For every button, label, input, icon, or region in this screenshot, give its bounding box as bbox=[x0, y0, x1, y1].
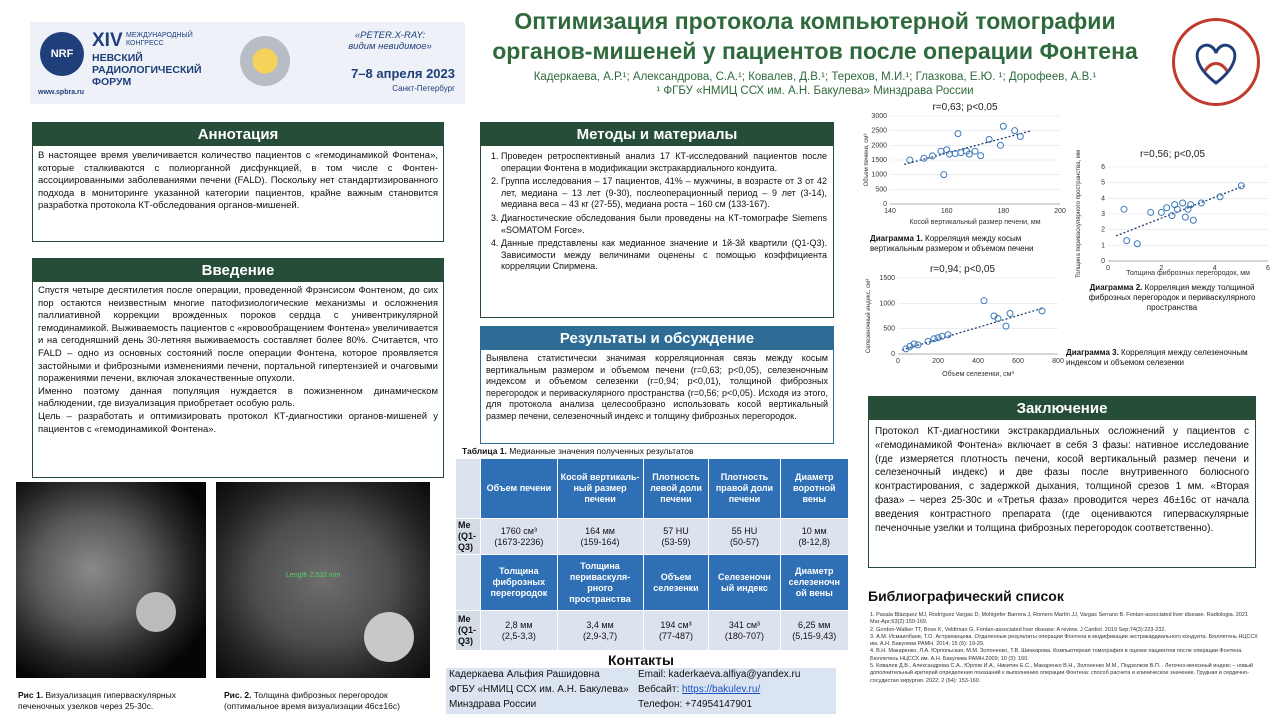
ref-item: 5. Ковалев Д.В., Александрова С.А., Юрлов И.А., Никитин Е.С., Макаренко В.Н., Золоненко М.М., Подзолков В.П. . Легочно-венозный индекс – новый дополнительный критерий определения показаний к выполнению операции Фонтена: способ расчета и клиническое значение. Грудная и сердечно-сосудистая хирургия. 2022; 2 (64): 153-160. bbox=[870, 663, 1254, 684]
results-table bbox=[455, 458, 849, 651]
table-cell: 6,25 мм (5,15-9,43) bbox=[780, 611, 849, 651]
data-point bbox=[921, 155, 927, 161]
data-point bbox=[1121, 206, 1127, 212]
table-header-cell: Толщина фиброзных перегородок bbox=[481, 555, 557, 611]
table-header-cell: Толщина периваскуля-рного пространства bbox=[557, 555, 643, 611]
data-point bbox=[938, 148, 944, 154]
y-tick-label: 2500 bbox=[871, 127, 887, 135]
conclusion-header: Заключение bbox=[869, 397, 1255, 420]
table-header-row bbox=[456, 555, 849, 611]
x-tick-label: 4 bbox=[1212, 265, 1217, 272]
y-tick-label: 1 bbox=[1101, 242, 1105, 250]
chart-title: r=0,63; p<0,05 bbox=[932, 102, 998, 113]
y-tick-label: 0 bbox=[1101, 258, 1105, 265]
intro-p3: Цель – разработать и оптимизировать протокол КТ-диагностики органов-мишеней у пациентов с «гемодинамикой Фонтена». bbox=[38, 410, 438, 435]
refs-header: Библиографический список bbox=[868, 588, 1064, 604]
ref-item: 4. В.Н. Макаренко, Л.А. Юрпольская, М.М. Золоненко, Т.В. Шинкарова. Компьютерная томография в оценке пациентов после операции Фонтена. Бюллетень НЦССХ им. А.Н. Бакулева РАМН.2009; 10 (3): 160. bbox=[870, 648, 1243, 662]
methods-item: 1. Проведен ретроспективный анализ 17 КТ-исследований пациентов после операции Фонтена в модификации экстракардиального кондуита. bbox=[501, 151, 827, 174]
data-point bbox=[944, 147, 950, 153]
y-tick-label: 500 bbox=[875, 186, 887, 194]
heart-logo-icon bbox=[1175, 21, 1257, 103]
data-point bbox=[1158, 209, 1164, 215]
table-row bbox=[456, 519, 849, 555]
x-tick-label: 0 bbox=[1106, 265, 1110, 272]
y-tick-label: 4 bbox=[1101, 195, 1105, 203]
methods-list bbox=[481, 146, 833, 273]
chart-title: r=0,94; p<0,05 bbox=[929, 264, 996, 275]
y-tick-label: 0 bbox=[891, 351, 895, 358]
intro-section bbox=[32, 258, 444, 478]
forum-motto: «PETER.X-RAY: видим невидимое» bbox=[348, 30, 432, 52]
table-cell: 3,4 мм (2,9-3,7) bbox=[557, 611, 643, 651]
data-point bbox=[1164, 205, 1170, 211]
x-tick-label: 2 bbox=[1159, 265, 1164, 272]
website-link[interactable]: https://bakulev.ru/ bbox=[682, 684, 761, 695]
contact-org: ФГБУ «НМИЦ ССХ им. А.Н. Бакулева» bbox=[449, 684, 629, 695]
table-header-cell: Диаметр селезеночн ой вены bbox=[780, 555, 849, 611]
contact-org2: Минздрава России bbox=[449, 699, 537, 710]
ct-spine-shape bbox=[136, 592, 176, 632]
x-axis-label: Косой вертикальный размер печени, мм bbox=[909, 219, 1041, 226]
fig1-caption: Рис 1. Визуализация гиперваскулярных печеночных узелков через 25-30с. bbox=[18, 690, 176, 711]
x-tick-label: 600 bbox=[1012, 358, 1024, 365]
data-point bbox=[958, 150, 964, 156]
contact-website: Вебсайт: https://bakulev.ru/ bbox=[638, 684, 761, 695]
table-header-cell: Плотность правой доли печени bbox=[709, 459, 780, 519]
contact-email[interactable]: Email: kaderkaeva.alfiya@yandex.ru bbox=[638, 669, 801, 680]
congress-label: МЕЖДУНАРОДНЫЙ КОНГРЕСС bbox=[126, 32, 193, 47]
authors: Кадеркаева, А.Р.¹; Александрова, С.А.¹; Ковалев, Д.В.¹; Терехов, М.И.¹; Глазкова, Е.Ю. ¹; Дорофеев, А.В.¹ bbox=[533, 71, 1097, 83]
y-axis-label: Объем печени, см³ bbox=[864, 133, 870, 187]
trend-line bbox=[904, 131, 1031, 165]
table-header-cell: Объем селезенки bbox=[643, 555, 709, 611]
intro-p2: Именно поэтому данная популяция нуждается в пожизненном динамическом наблюдении, где визуализация приобретает особую роль. bbox=[38, 385, 438, 410]
x-tick-label: 200 bbox=[932, 358, 944, 365]
fig2-caption: Рис. 2. Толщина фиброзных перегородок (оптимальное время визуализации 46с±16с) bbox=[224, 690, 400, 711]
table-header-cell: Селезеночн ый индекс bbox=[709, 555, 780, 611]
affiliation: ¹ ФГБУ «НМИЦ ССХ им. А.Н. Бакулева» Минздрава России bbox=[656, 85, 974, 97]
chart-1-svg bbox=[860, 100, 1070, 230]
forum-name: НЕВСКИЙ РАДИОЛОГИЧЕСКИЙ ФОРУМ bbox=[92, 52, 202, 88]
intro-text bbox=[33, 282, 443, 439]
y-tick-label: 0 bbox=[883, 201, 887, 208]
data-point bbox=[955, 131, 961, 137]
annotation-text: В настоящее время увеличивается количество пациентов с «гемодинамикой Фонтена», которые сталкиваются с полиорганной дисфункцией, в том числе с Фонтен-ассоциированными заболеваниями печени (FALD). Поскольку нет стандартизированного подхода в мониторинге указанной категории пациентов, крайне важным становится разработка протокола КТ-обследования органов-мишеней. bbox=[38, 150, 438, 212]
data-point bbox=[981, 298, 987, 304]
forum-dates: 7–8 апреля 2023 bbox=[351, 66, 455, 81]
y-axis-label: Селезеночный индекс, см³ bbox=[866, 278, 872, 354]
intro-p1: Спустя четыре десятилетия после операции, проведенной Фрэнсисом Фонтеном, до сих пор остаются неизвестным многие патофизиологические механизмы и осложнения паллиативной коррекции врожденных пороков сердца с унивентрикулярной гемодинамикой. Выживаемость пациентов с «кровообращением Фонтена» увеличивается и на сегодняшний день 30-летняя выживаемость составляет более 80%. Считается, что FALD – одно из основных состояний после операции Фонтена, которое проявляется застойными и фиброзными изменениями печени, портальной гипертензией и очаговыми поражениями печени, включая злокачественные опухоли. bbox=[38, 285, 438, 385]
results-header: Результаты и обсуждение bbox=[481, 327, 833, 350]
poster-title: Оптимизация протокола компьютерной томографии органов-мишеней у пациентов после операции Фонтена bbox=[492, 8, 1138, 64]
intro-header: Введение bbox=[33, 259, 443, 282]
methods-item: 2. Группа исследования – 17 пациентов, 41% – мужчины, в возрасте от 3 от 42 лет, медиана – 13 лет (9-30), послеоперационный период – 9 лет (3-14), медиана веса – 43 кг (27-55), медиана роста – 160 см (133-167). bbox=[501, 176, 827, 211]
y-tick-label: 6 bbox=[1101, 164, 1105, 171]
conclusion-section bbox=[868, 396, 1256, 568]
x-tick-label: 6 bbox=[1266, 265, 1270, 272]
chart-2-caption: Диаграмма 2. Корреляция между толщиной фиброзных перегородок и периваскулярного пространства bbox=[1088, 283, 1256, 312]
table-row-label: Me (Q1-Q3) bbox=[456, 611, 481, 651]
table-caption: Таблица 1. Медианные значения полученных результатов bbox=[462, 446, 694, 456]
x-axis-label: Объем селезенки, см³ bbox=[942, 371, 1014, 378]
table-cell: 164 мм (159-164) bbox=[557, 519, 643, 555]
table-cell: 194 см³ (77-487) bbox=[643, 611, 709, 651]
chart-title: r=0,56; p<0,05 bbox=[1139, 149, 1206, 160]
y-tick-label: 1500 bbox=[879, 275, 895, 282]
ref-item: 3. А.М. Исмаилбаев, Т.О. Астраханцева. Отдаленные результаты операции Фонтена в модификации экстракардиального кондуита. Бюллетень НЦССХ им. А.Н. Бакулева РАМН. 2014; 15 (6): 19-29. bbox=[870, 633, 1258, 648]
chart-3-svg bbox=[860, 262, 1065, 387]
x-tick-label: 200 bbox=[1054, 208, 1066, 215]
methods-item: 4. Данные представлены как медианное значение и 1й-3й квартили (Q1-Q3). Зависимости между величинами оценены с помощью коэффициента корреляции Спирмена. bbox=[501, 238, 827, 273]
chart-1 bbox=[860, 100, 1070, 260]
y-tick-label: 5 bbox=[1101, 179, 1105, 187]
annotation-header: Аннотация bbox=[33, 123, 443, 146]
data-point bbox=[1007, 310, 1013, 316]
y-tick-label: 2 bbox=[1101, 226, 1105, 234]
forum-site: www.spbra.ru bbox=[38, 89, 85, 96]
forum-city: Санкт-Петербург bbox=[392, 84, 455, 93]
table-header-cell: Косой вертикаль-ный размер печени bbox=[557, 459, 643, 519]
x-tick-label: 0 bbox=[896, 358, 900, 365]
ct-vertebra-shape bbox=[364, 612, 414, 662]
x-axis-label: Толщина фиброзных перегородок, мм bbox=[1126, 270, 1250, 277]
data-point bbox=[930, 153, 936, 159]
ct-image-1 bbox=[16, 482, 206, 678]
data-point bbox=[1180, 200, 1186, 206]
trend-line bbox=[902, 308, 1042, 350]
y-tick-label: 3000 bbox=[871, 113, 887, 120]
data-point bbox=[1148, 209, 1154, 215]
table-header-cell: Плотность левой доли печени bbox=[643, 459, 709, 519]
data-point bbox=[1000, 123, 1006, 129]
results-text: Выявлена статистически значимая корреляционная связь между косым вертикальным размером и объемом печени (r=0,63; p<0,05), селезеночным индексом и объемом селезенки (r=0,94; p<0,01), толщиной фиброзных перегородок и периваскулярного пространства (r=0,56; p<0,05). Исходя из этого, для протокола анализа целесообразно использовать косой вертикальный размер печени, селезеночный индекс и толщину фиброзных перегородок. bbox=[486, 353, 828, 421]
table-cell: 341 см³ (180-707) bbox=[709, 611, 780, 651]
data-point bbox=[1017, 134, 1023, 140]
data-point bbox=[945, 332, 951, 338]
nrf-logo: NRF bbox=[40, 32, 84, 76]
chart-2-svg bbox=[1070, 145, 1275, 280]
data-point bbox=[1134, 241, 1140, 247]
x-tick-label: 800 bbox=[1052, 358, 1064, 365]
y-tick-label: 3 bbox=[1101, 211, 1105, 218]
data-point bbox=[978, 153, 984, 159]
data-point bbox=[972, 148, 978, 154]
y-tick-label: 1000 bbox=[871, 171, 887, 179]
ref-item: 2. Gordon-Walker TT, Bove K, Veldtman G. Fontan-associated liver disease: A review. J Cardiol. 2019 Sep;74(3):223-232. bbox=[870, 626, 1166, 633]
contact-name: Кадеркаева Альфия Рашидовна bbox=[449, 669, 600, 680]
y-tick-label: 1500 bbox=[871, 157, 887, 164]
chart-3 bbox=[860, 262, 1065, 392]
y-tick-label: 2000 bbox=[871, 142, 887, 150]
table-header-row bbox=[456, 459, 849, 519]
ref-item: 1. Pasala Blázquez MJ, Rodríguez Vargas D, Mohigefer Barrera J, Romero Martín JJ, Vargas Serrano B. Fontan-associated liver disease. Radiologia. 2021 Mar-Apr;63(2):159-169. bbox=[870, 612, 1248, 626]
data-point bbox=[1182, 214, 1188, 220]
data-point bbox=[1174, 206, 1180, 212]
society-logo-icon bbox=[1172, 18, 1260, 106]
table-row-label: Me (Q1-Q3) bbox=[456, 519, 481, 555]
ct-measurement-label: Length 2.532 mm bbox=[286, 572, 341, 579]
chart-3-caption: Диаграмма 3. Корреляция между селезеночным индексом и объемом селезенки bbox=[1066, 348, 1248, 367]
refs-list bbox=[870, 612, 1260, 685]
table-cell: 57 HU (53-59) bbox=[643, 519, 709, 555]
congress-number: XIV bbox=[92, 30, 123, 51]
y-axis-label: Толщина периваскулярного пространства, мм bbox=[1076, 149, 1082, 279]
methods-header: Методы и материалы bbox=[481, 123, 833, 146]
data-point bbox=[1217, 194, 1223, 200]
results-section bbox=[480, 326, 834, 444]
contacts-section bbox=[446, 668, 836, 714]
table-cell: 1760 см³ (1673-2236) bbox=[481, 519, 557, 555]
data-point bbox=[947, 151, 953, 157]
table-cell: 55 HU (50-57) bbox=[709, 519, 780, 555]
table-cell: 10 мм (8-12,8) bbox=[780, 519, 849, 555]
congress-banner bbox=[30, 22, 465, 104]
x-tick-label: 160 bbox=[940, 208, 953, 215]
emblem-icon bbox=[240, 36, 290, 86]
annotation-section bbox=[32, 122, 444, 242]
y-tick-label: 1000 bbox=[879, 300, 895, 308]
table-header-cell: Объем печени bbox=[481, 459, 557, 519]
x-tick-label: 180 bbox=[997, 208, 1010, 215]
data-point bbox=[1124, 238, 1130, 244]
table-header-cell: Диаметр воротной вены bbox=[780, 459, 849, 519]
y-tick-label: 500 bbox=[883, 325, 895, 333]
conclusion-text: Протокол КТ-диагностики экстракардиальных осложнений у пациентов с «гемодинамикой Фонтена» включает в себя 3 фазы: нативное исследование (где измеряется плотность печени, косой вертикальный размер печени и селезеночный индекс) и две фазы после внутривенного болюсного контрастирования, с задержкой дыхания, толщиной срезов 1 мм. «Вторая фаза» – через 25-30с и «Третья фаза» проводится через 46±16с от начала введения контрастного препарата (где оцениваются гиперваскулярные печеночные узелки и толщина фиброзных перегородок соответственно). bbox=[875, 426, 1249, 534]
table-row bbox=[456, 611, 849, 651]
table-cell: 2,8 мм (2,5-3,3) bbox=[481, 611, 557, 651]
chart-1-caption: Диаграмма 1. Корреляция между косым вертикальным размером и объемом печени bbox=[870, 234, 1034, 253]
data-point bbox=[1003, 323, 1009, 329]
ct-image-2 bbox=[216, 482, 430, 678]
data-point bbox=[1190, 217, 1196, 223]
x-tick-label: 400 bbox=[972, 358, 984, 365]
x-tick-label: 140 bbox=[884, 208, 896, 215]
methods-section bbox=[480, 122, 834, 318]
chart-2 bbox=[1070, 145, 1275, 315]
contacts-header: Контакты bbox=[607, 652, 674, 668]
contact-phone: Телефон: +74954147901 bbox=[638, 699, 753, 710]
methods-item: 3. Диагностические обследования были проведены на КТ-томографе Siemens «SOMATOM Force». bbox=[501, 213, 827, 236]
